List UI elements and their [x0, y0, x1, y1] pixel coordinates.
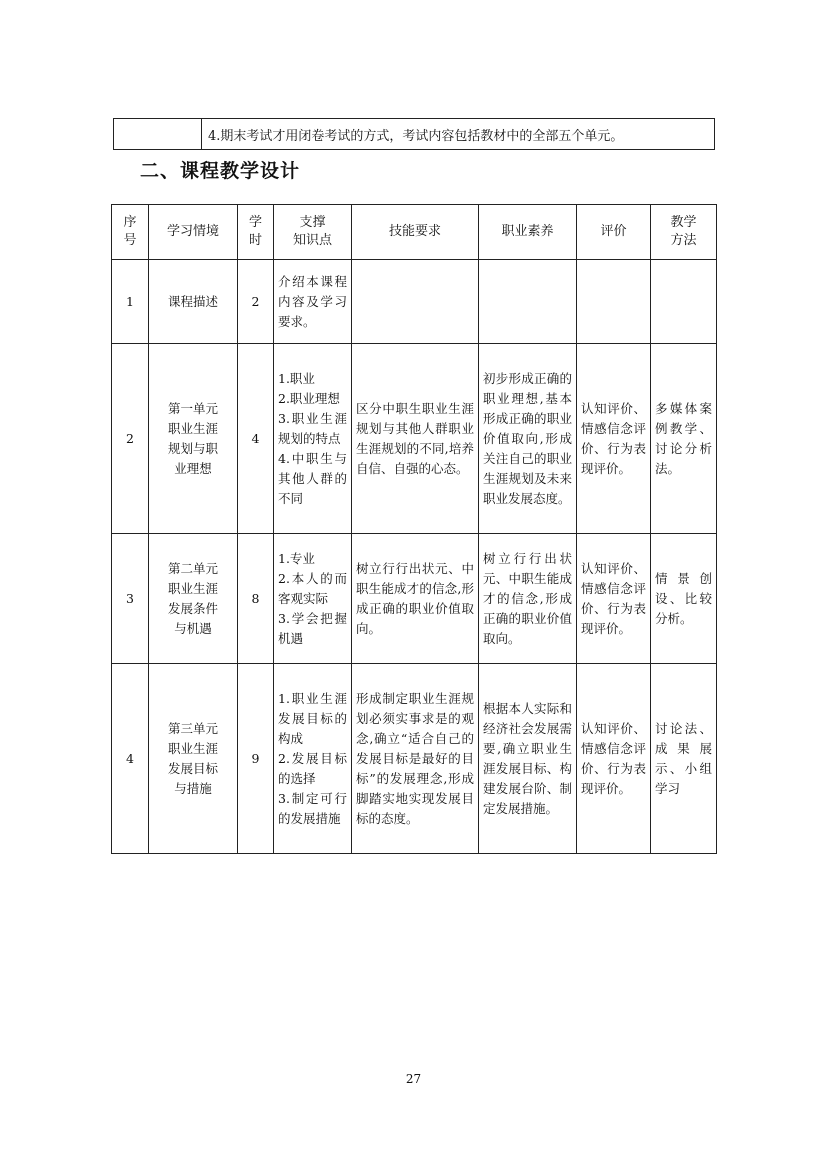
- section-title: 二、课程教学设计: [140, 160, 301, 182]
- row-no: 3: [112, 534, 149, 664]
- row-evaluation: [577, 260, 651, 344]
- row-evaluation: 认知评价、情感信念评价、行为表现评价。: [577, 534, 651, 664]
- row-method: [651, 260, 717, 344]
- top-note-table: [113, 118, 715, 150]
- row-knowledge: 1.专业 2.本人的而客观实际 3.学会把握机遇: [274, 534, 352, 664]
- table-row: [112, 664, 717, 854]
- row-skills: 区分中职生职业生涯规划与其他人群职业生涯规划的不同,培养自信、自强的心态。: [352, 344, 479, 534]
- row-hours: 2: [238, 260, 274, 344]
- row-method: 多媒体案例教学、讨论分析法。: [651, 344, 717, 534]
- row-quality: [479, 260, 577, 344]
- header-scenario: 学习情境: [149, 205, 238, 260]
- row-knowledge: 1.职业 2.职业理想 3.职业生涯规划的特点 4.中职生与其他人群的不同: [274, 344, 352, 534]
- table-header-row: [112, 205, 717, 260]
- row-skills: [352, 260, 479, 344]
- row-hours: 4: [238, 344, 274, 534]
- row-quality: 树立行行出状元、中职生能成才的信念,形成正确的职业价值取向。: [479, 534, 577, 664]
- row-no: 4: [112, 664, 149, 854]
- page-number: 27: [405, 1072, 422, 1086]
- row-knowledge: 1.职业生涯发展目标的构成 2.发展目标的选择 3.制定可行的发展措施: [274, 664, 352, 854]
- row-method: 讨论法、成果展示、小组学习: [651, 664, 717, 854]
- row-hours: 8: [238, 534, 274, 664]
- header-no: 序 号: [112, 205, 149, 260]
- header-quality: 职业素养: [479, 205, 577, 260]
- header-method: 教学 方法: [651, 205, 717, 260]
- row-no: 1: [112, 260, 149, 344]
- row-evaluation: 认知评价、情感信念评价、行为表现评价。: [577, 664, 651, 854]
- course-design-table: [111, 204, 717, 854]
- row-skills: 树立行行出状元、中职生能成才的信念,形成正确的职业价值取向。: [352, 534, 479, 664]
- table-row: [112, 260, 717, 344]
- table-row: [112, 344, 717, 534]
- row-quality: 根据本人实际和经济社会发展需要,确立职业生涯发展目标、构建发展台阶、制定发展措施。: [479, 664, 577, 854]
- header-evaluation: 评价: [577, 205, 651, 260]
- row-evaluation: 认知评价、情感信念评价、行为表现评价。: [577, 344, 651, 534]
- header-skills: 技能要求: [352, 205, 479, 260]
- header-hours: 学 时: [238, 205, 274, 260]
- row-scenario: 第三单元 职业生涯 发展目标 与措施: [149, 664, 238, 854]
- row-hours: 9: [238, 664, 274, 854]
- row-scenario: 第二单元 职业生涯 发展条件 与机遇: [149, 534, 238, 664]
- row-method: 情景创设、比较分析。: [651, 534, 717, 664]
- header-knowledge: 支撑 知识点: [274, 205, 352, 260]
- table-row: [112, 534, 717, 664]
- row-scenario: 第一单元 职业生涯 规划与职 业理想: [149, 344, 238, 534]
- top-note-empty-cell: [114, 119, 202, 150]
- top-note-cell: 4.期末考试才用闭卷考试的方式，考试内容包括教材中的全部五个单元。: [202, 119, 715, 150]
- row-knowledge: 介绍本课程内容及学习要求。: [274, 260, 352, 344]
- row-no: 2: [112, 344, 149, 534]
- row-skills: 形成制定职业生涯规划必须实事求是的观念,确立“适合自己的发展目标是最好的目标”的发展理念,形成脚踏实地实现发展目标的态度。: [352, 664, 479, 854]
- row-quality: 初步形成正确的职业理想,基本形成正确的职业价值取向,形成关注自己的职业生涯规划及未来职业发展态度。: [479, 344, 577, 534]
- row-scenario: 课程描述: [149, 260, 238, 344]
